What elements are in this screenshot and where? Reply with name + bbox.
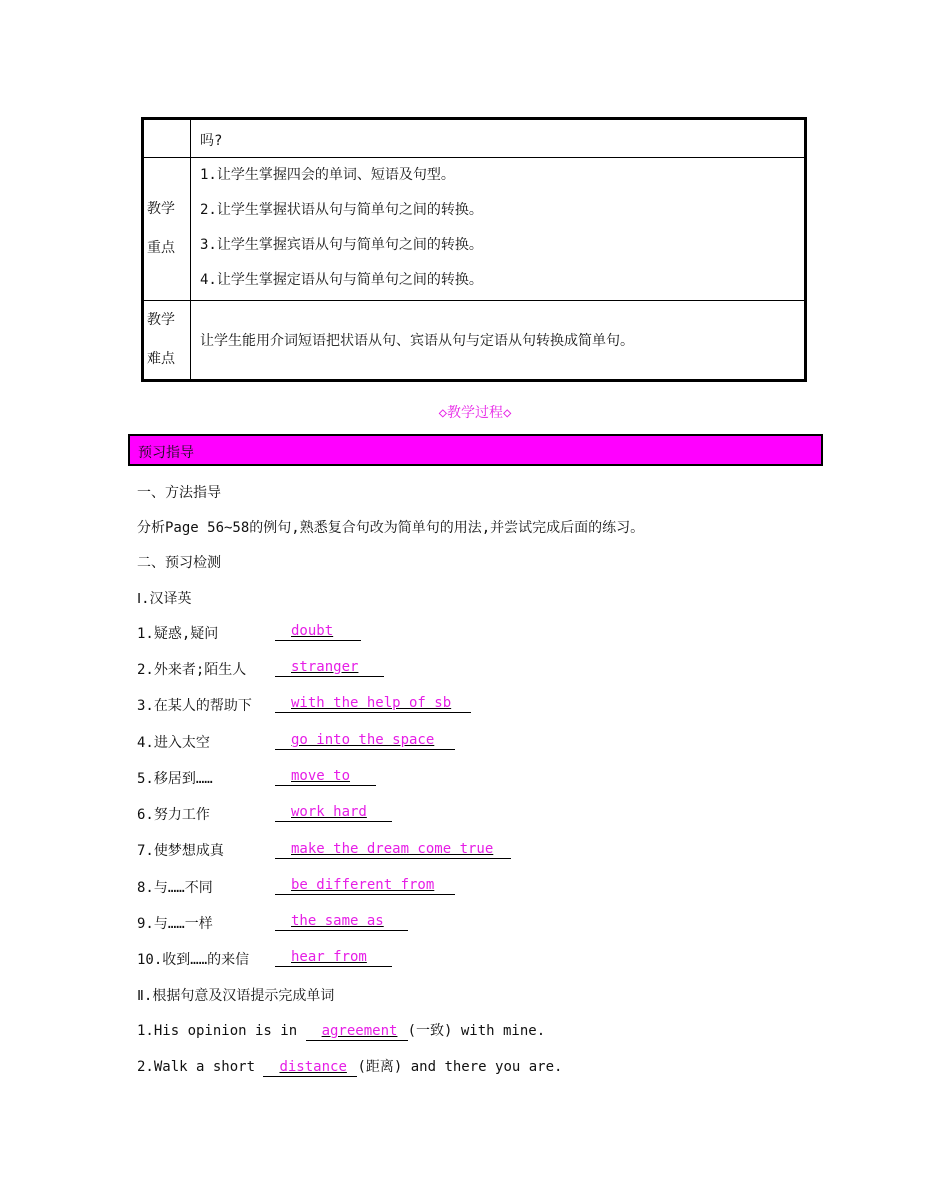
focus-label-line1: 教学 [147, 201, 175, 217]
sentence-text: 1.His opinion is in [137, 1023, 306, 1039]
answer-text: the same as [291, 913, 384, 929]
preview-guide-bar [128, 434, 823, 466]
answer-blank[interactable] [275, 912, 408, 931]
sentence-text: (一致) with mine. [407, 1023, 546, 1039]
vocab-label: 6.努力工作 [137, 807, 210, 823]
answer-text: stranger [291, 659, 359, 675]
answer-text: with the help of sb [291, 695, 452, 711]
focus-item: 4.让学生掌握定语从句与简单句之间的转换。 [200, 272, 483, 288]
vocab-label: 5.移居到…… [137, 771, 213, 787]
vocab-label: 9.与……一样 [137, 916, 213, 932]
difficulty-label-line1: 教学 [147, 312, 175, 328]
answer-text: move to [291, 768, 351, 784]
answer-blank[interactable] [263, 1058, 357, 1077]
section-title: ◇教学过程◇ [438, 405, 512, 421]
vocab-label: 7.使梦想成真 [137, 843, 224, 859]
vocab-label: 10.收到……的来信 [137, 952, 250, 968]
difficulty-label [143, 301, 191, 381]
focus-label [143, 158, 191, 301]
sentence-2 [137, 1056, 562, 1077]
answer-text: work hard [291, 804, 367, 820]
answer-blank[interactable] [275, 694, 471, 713]
vocab-label: 3.在某人的帮助下 [137, 698, 252, 714]
table-row-label-empty [143, 119, 191, 158]
answer-text: doubt [291, 623, 334, 639]
answer-text: be different from [291, 877, 435, 893]
sentence-text: (距离) and there you are. [357, 1059, 563, 1075]
check-heading: 二、预习检测 [137, 555, 221, 571]
focus-item: 2.让学生掌握状语从句与简单句之间的转换。 [200, 202, 483, 218]
answer-blank[interactable] [275, 767, 376, 786]
focus-content [191, 158, 806, 301]
focus-item: 1.让学生掌握四会的单词、短语及句型。 [200, 167, 455, 183]
answer-blank[interactable] [275, 658, 384, 677]
answer-blank[interactable] [275, 622, 361, 641]
answer-text: go into the space [291, 732, 435, 748]
vocab-label: 1.疑惑,疑问 [137, 626, 219, 642]
answer-text: agreement [321, 1023, 398, 1039]
lesson-table [141, 117, 807, 382]
vocab-label: 2.外来者;陌生人 [137, 662, 247, 678]
difficulty-label-line2: 难点 [147, 351, 175, 367]
answer-text: hear from [291, 949, 367, 965]
answer-blank[interactable] [275, 948, 392, 967]
part2-heading: Ⅱ.根据句意及汉语提示完成单词 [137, 988, 335, 1004]
sentence-text: 2.Walk a short [137, 1059, 264, 1075]
vocab-label: 8.与……不同 [137, 880, 213, 896]
difficulty-content: 让学生能用介词短语把状语从句、宾语从句与定语从句转换成简单句。 [191, 301, 806, 381]
answer-blank[interactable] [306, 1022, 408, 1041]
answer-blank[interactable] [275, 803, 392, 822]
focus-label-line2: 重点 [147, 240, 175, 256]
table-row-continuation: 吗? [191, 119, 806, 158]
preview-guide-label: 预习指导 [138, 445, 194, 461]
vocab-label: 4.进入太空 [137, 735, 210, 751]
focus-item: 3.让学生掌握宾语从句与简单句之间的转换。 [200, 237, 483, 253]
answer-text: distance [279, 1059, 347, 1075]
part1-heading: Ⅰ.汉译英 [137, 591, 192, 607]
answer-blank[interactable] [275, 876, 455, 895]
answer-blank[interactable] [275, 840, 511, 859]
method-heading: 一、方法指导 [137, 485, 221, 501]
method-text: 分析Page 56~58的例句,熟悉复合句改为简单句的用法,并尝试完成后面的练习。 [137, 520, 645, 536]
sentence-1 [137, 1020, 545, 1041]
answer-blank[interactable] [275, 731, 455, 750]
answer-text: make the dream come true [291, 841, 494, 857]
